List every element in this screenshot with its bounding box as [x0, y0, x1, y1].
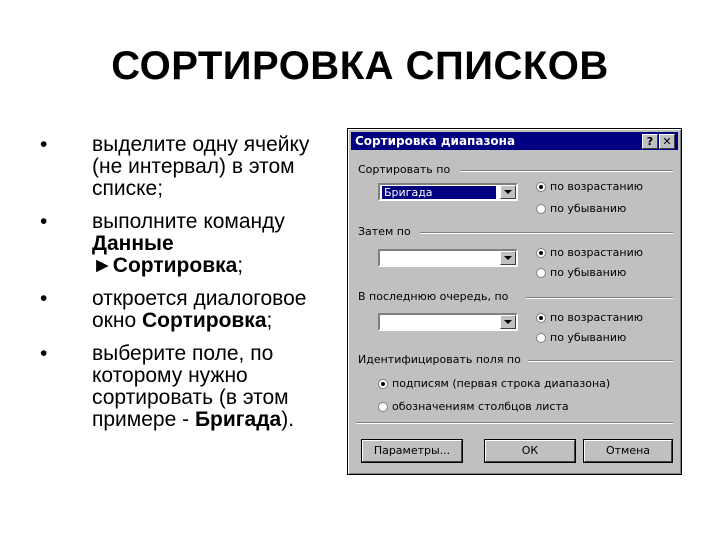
radio-circle [536, 313, 546, 323]
then-by-value [382, 252, 496, 265]
ok-button[interactable]: ОК [485, 440, 575, 462]
bullet-item [40, 134, 340, 200]
radio-label: по возрастанию [550, 311, 644, 324]
punctuation: ; [266, 309, 273, 332]
bullet-list [40, 134, 340, 442]
sort-by-combobox[interactable] [378, 183, 518, 201]
options-button[interactable]: Параметры... [362, 440, 462, 462]
bullet-item [40, 211, 340, 277]
radio-circle [378, 402, 388, 412]
chevron-down-icon[interactable] [500, 315, 516, 329]
dialog-name: Сортировка [142, 309, 267, 332]
sort-by-label: Сортировать по [358, 163, 451, 176]
bullet-symbol: • [40, 342, 48, 365]
radio-label: по убыванию [550, 331, 627, 344]
radio-circle [536, 248, 546, 258]
dialog-title: Сортировка диапазона [355, 134, 516, 148]
last-by-combobox[interactable] [378, 313, 518, 331]
radio-label: обозначениям столбцов листа [392, 400, 569, 413]
last-by-value [382, 316, 496, 329]
menu-name-data: Данные [92, 232, 174, 255]
menu-name-sort: Сортировка [112, 254, 238, 277]
radio-label: по убыванию [550, 266, 627, 279]
radio-label: по убыванию [550, 202, 627, 215]
sort-by-value: Бригада [382, 186, 496, 199]
radio-circle [536, 268, 546, 278]
bullet-symbol: • [40, 287, 48, 310]
menu-arrow: ► [92, 254, 113, 277]
radio-circle [536, 333, 546, 343]
punctuation: ; [237, 254, 244, 277]
cancel-button[interactable]: Отмена [584, 440, 672, 462]
group-divider [528, 360, 673, 362]
bullet-symbol: • [40, 210, 48, 233]
bullet-text: выделите одну ячейку (не интервал) в этом списке; [92, 133, 310, 200]
bullet-text: откроется диалоговое окно [92, 287, 307, 332]
punctuation: ). [281, 408, 295, 431]
chevron-down-icon[interactable] [500, 251, 516, 265]
bullet-item [40, 288, 340, 332]
then-by-combobox[interactable] [378, 249, 518, 267]
group-divider [420, 232, 673, 234]
slide-title: СОРТИРОВКА СПИСКОВ [111, 44, 609, 88]
radio-label: по возрастанию [550, 180, 644, 193]
bottom-divider [356, 422, 673, 424]
field-name: Бригада [194, 408, 282, 431]
bullet-symbol: • [40, 133, 48, 156]
last-by-label: В последнюю очередь, по [358, 290, 509, 303]
chevron-down-icon[interactable] [500, 185, 516, 199]
bullet-text: выберите поле, по которому нужно сортировать (в этом примере - [92, 342, 289, 431]
bullet-text: выполните команду [92, 210, 285, 233]
help-button[interactable]: ? [642, 134, 658, 149]
sort-dialog [347, 128, 682, 475]
group-divider [526, 297, 673, 299]
then-by-label: Затем по [358, 225, 411, 238]
group-divider [460, 170, 673, 172]
radio-circle [536, 182, 546, 192]
identify-fields-label: Идентифицировать поля по [358, 353, 521, 366]
radio-circle [536, 204, 546, 214]
radio-label: подписям (первая строка диапазона) [392, 377, 611, 390]
radio-label: по возрастанию [550, 246, 644, 259]
radio-circle [378, 379, 388, 389]
close-button[interactable]: ✕ [659, 134, 675, 149]
bullet-item [40, 343, 340, 431]
dialog-titlebar [351, 132, 678, 150]
